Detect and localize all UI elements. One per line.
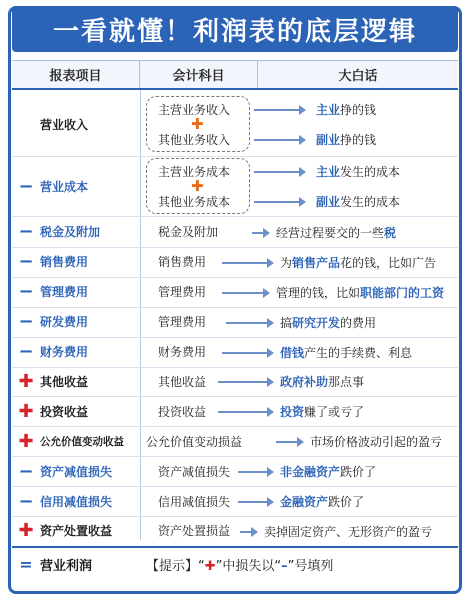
row-item [12, 217, 140, 247]
desc-cost-main: 主业发生的成本 [316, 165, 401, 179]
item-label: 资产减值损失 [40, 464, 113, 479]
arrow-icon [254, 139, 304, 141]
arrow-icon [222, 292, 268, 294]
item-label: 研发费用 [40, 315, 89, 330]
item-label: 信用减值损失 [40, 494, 113, 509]
footer-label: 营业利润 [40, 558, 93, 574]
plus-icon: ✚ [18, 520, 34, 542]
minus-icon: − [18, 175, 34, 197]
table-row [12, 337, 458, 367]
row-desc: 市场价格波动引起的盈亏 [310, 435, 443, 450]
row-desc: 卖掉固定资产、无形资产的盈亏 [264, 524, 433, 539]
equals-icon: = [19, 554, 33, 574]
row-item [12, 456, 140, 486]
table-row [12, 277, 458, 307]
row-desc: 经营过程要交的一些税 [276, 225, 397, 240]
header-plain: 大白话 [338, 69, 378, 84]
row-item [12, 426, 140, 456]
plus-icon: ✚ [18, 430, 34, 452]
table-row [12, 426, 458, 456]
plus-icon: ✚ [191, 115, 204, 133]
plus-icon: ✚ [18, 400, 34, 422]
row-desc: 投资赚了或亏了 [280, 405, 365, 420]
item-label: 其他收益 [40, 374, 89, 389]
footer-hint: 【提示】“✚”中损失以“–”号填列 [146, 558, 334, 574]
arrow-icon [252, 232, 268, 234]
account-main-cost: 主营业务成本 [158, 165, 231, 179]
footer-row [12, 546, 458, 580]
row-desc: 政府补助那点事 [280, 375, 365, 390]
page-title: 一看就懂！利润表的底层逻辑 [12, 6, 458, 52]
arrow-icon [254, 201, 304, 203]
table-row [12, 307, 458, 337]
minus-icon: – [281, 558, 288, 574]
item-label: 财务费用 [40, 345, 89, 360]
arrow-icon [238, 471, 272, 473]
row-desc: 管理的钱，比如职能部门的工资 [276, 285, 445, 300]
item-revenue [12, 92, 140, 156]
row-account: 税金及附加 [158, 225, 219, 240]
row-item [12, 337, 140, 367]
plus-icon: ✚ [191, 177, 204, 195]
row-account: 资产减值损失 [158, 464, 231, 479]
row-item [12, 396, 140, 426]
arrow-icon [238, 501, 272, 503]
header-account: 会计科目 [140, 61, 258, 88]
minus-icon: − [18, 460, 34, 482]
item-label: 公允价值变动收益 [40, 435, 124, 448]
arrow-icon [218, 381, 272, 383]
arrow-icon [254, 109, 304, 111]
table-row [12, 456, 458, 486]
table-header [12, 60, 458, 90]
row-account: 财务费用 [158, 345, 207, 360]
arrow-icon [218, 411, 272, 413]
table-row [12, 396, 458, 426]
arrow-icon [254, 171, 304, 173]
minus-icon: − [18, 281, 34, 303]
arrow-icon [240, 531, 256, 533]
desc-cost-other: 副业发生的成本 [316, 195, 401, 209]
item-label: 资产处置收益 [40, 524, 113, 539]
row-desc: 借钱产生的手续费、利息 [280, 345, 413, 360]
row-desc: 金融资产跌价了 [280, 495, 365, 510]
account-other-revenue: 其他业务收入 [158, 133, 231, 147]
row-account: 信用减值损失 [158, 494, 231, 509]
plus-icon: ✚ [18, 370, 34, 392]
row-item [12, 277, 140, 307]
table-row [12, 217, 458, 247]
desc-revenue-other: 副业挣的钱 [316, 133, 377, 147]
item-label: 营业成本 [40, 179, 89, 194]
desc-revenue-main: 主业挣的钱 [316, 103, 377, 117]
row-account: 资产处置损益 [158, 524, 231, 539]
header-item: 报表项目 [12, 61, 140, 88]
row-item [12, 486, 140, 516]
minus-icon: − [18, 311, 34, 333]
arrow-icon [276, 441, 302, 443]
arrow-icon [222, 262, 272, 264]
account-other-cost: 其他业务成本 [158, 195, 231, 209]
table-row [12, 367, 458, 397]
item-label: 投资收益 [40, 404, 89, 419]
account-main-revenue: 主营业务收入 [158, 103, 231, 117]
minus-icon: − [18, 221, 34, 243]
table-row [12, 486, 458, 516]
row-item [12, 516, 140, 546]
row-desc: 为销售产品花的钱，比如广告 [280, 255, 437, 270]
row-desc: 搞研究开发的费用 [280, 315, 377, 330]
row-item [12, 307, 140, 337]
row-account: 其他收益 [158, 374, 207, 389]
table-row [12, 247, 458, 277]
table-row [12, 516, 458, 546]
minus-icon: − [18, 490, 34, 512]
item-label: 销售费用 [40, 255, 89, 270]
row-account: 销售费用 [158, 255, 207, 270]
row-account: 公允价值变动损益 [146, 434, 243, 449]
minus-icon: − [18, 251, 34, 273]
arrow-icon [222, 352, 272, 354]
plus-icon: ✚ [204, 558, 216, 574]
row-item [12, 247, 140, 277]
minus-icon: − [18, 341, 34, 363]
arrow-icon [226, 322, 272, 324]
row-desc: 非金融资产跌价了 [280, 465, 377, 480]
item-label: 营业收入 [40, 117, 89, 132]
item-cost [12, 156, 140, 216]
row-account: 管理费用 [158, 315, 207, 330]
item-label: 税金及附加 [40, 225, 101, 240]
row-account: 投资收益 [158, 404, 207, 419]
item-label: 管理费用 [40, 285, 89, 300]
row-item [12, 367, 140, 397]
row-account: 管理费用 [158, 285, 207, 300]
